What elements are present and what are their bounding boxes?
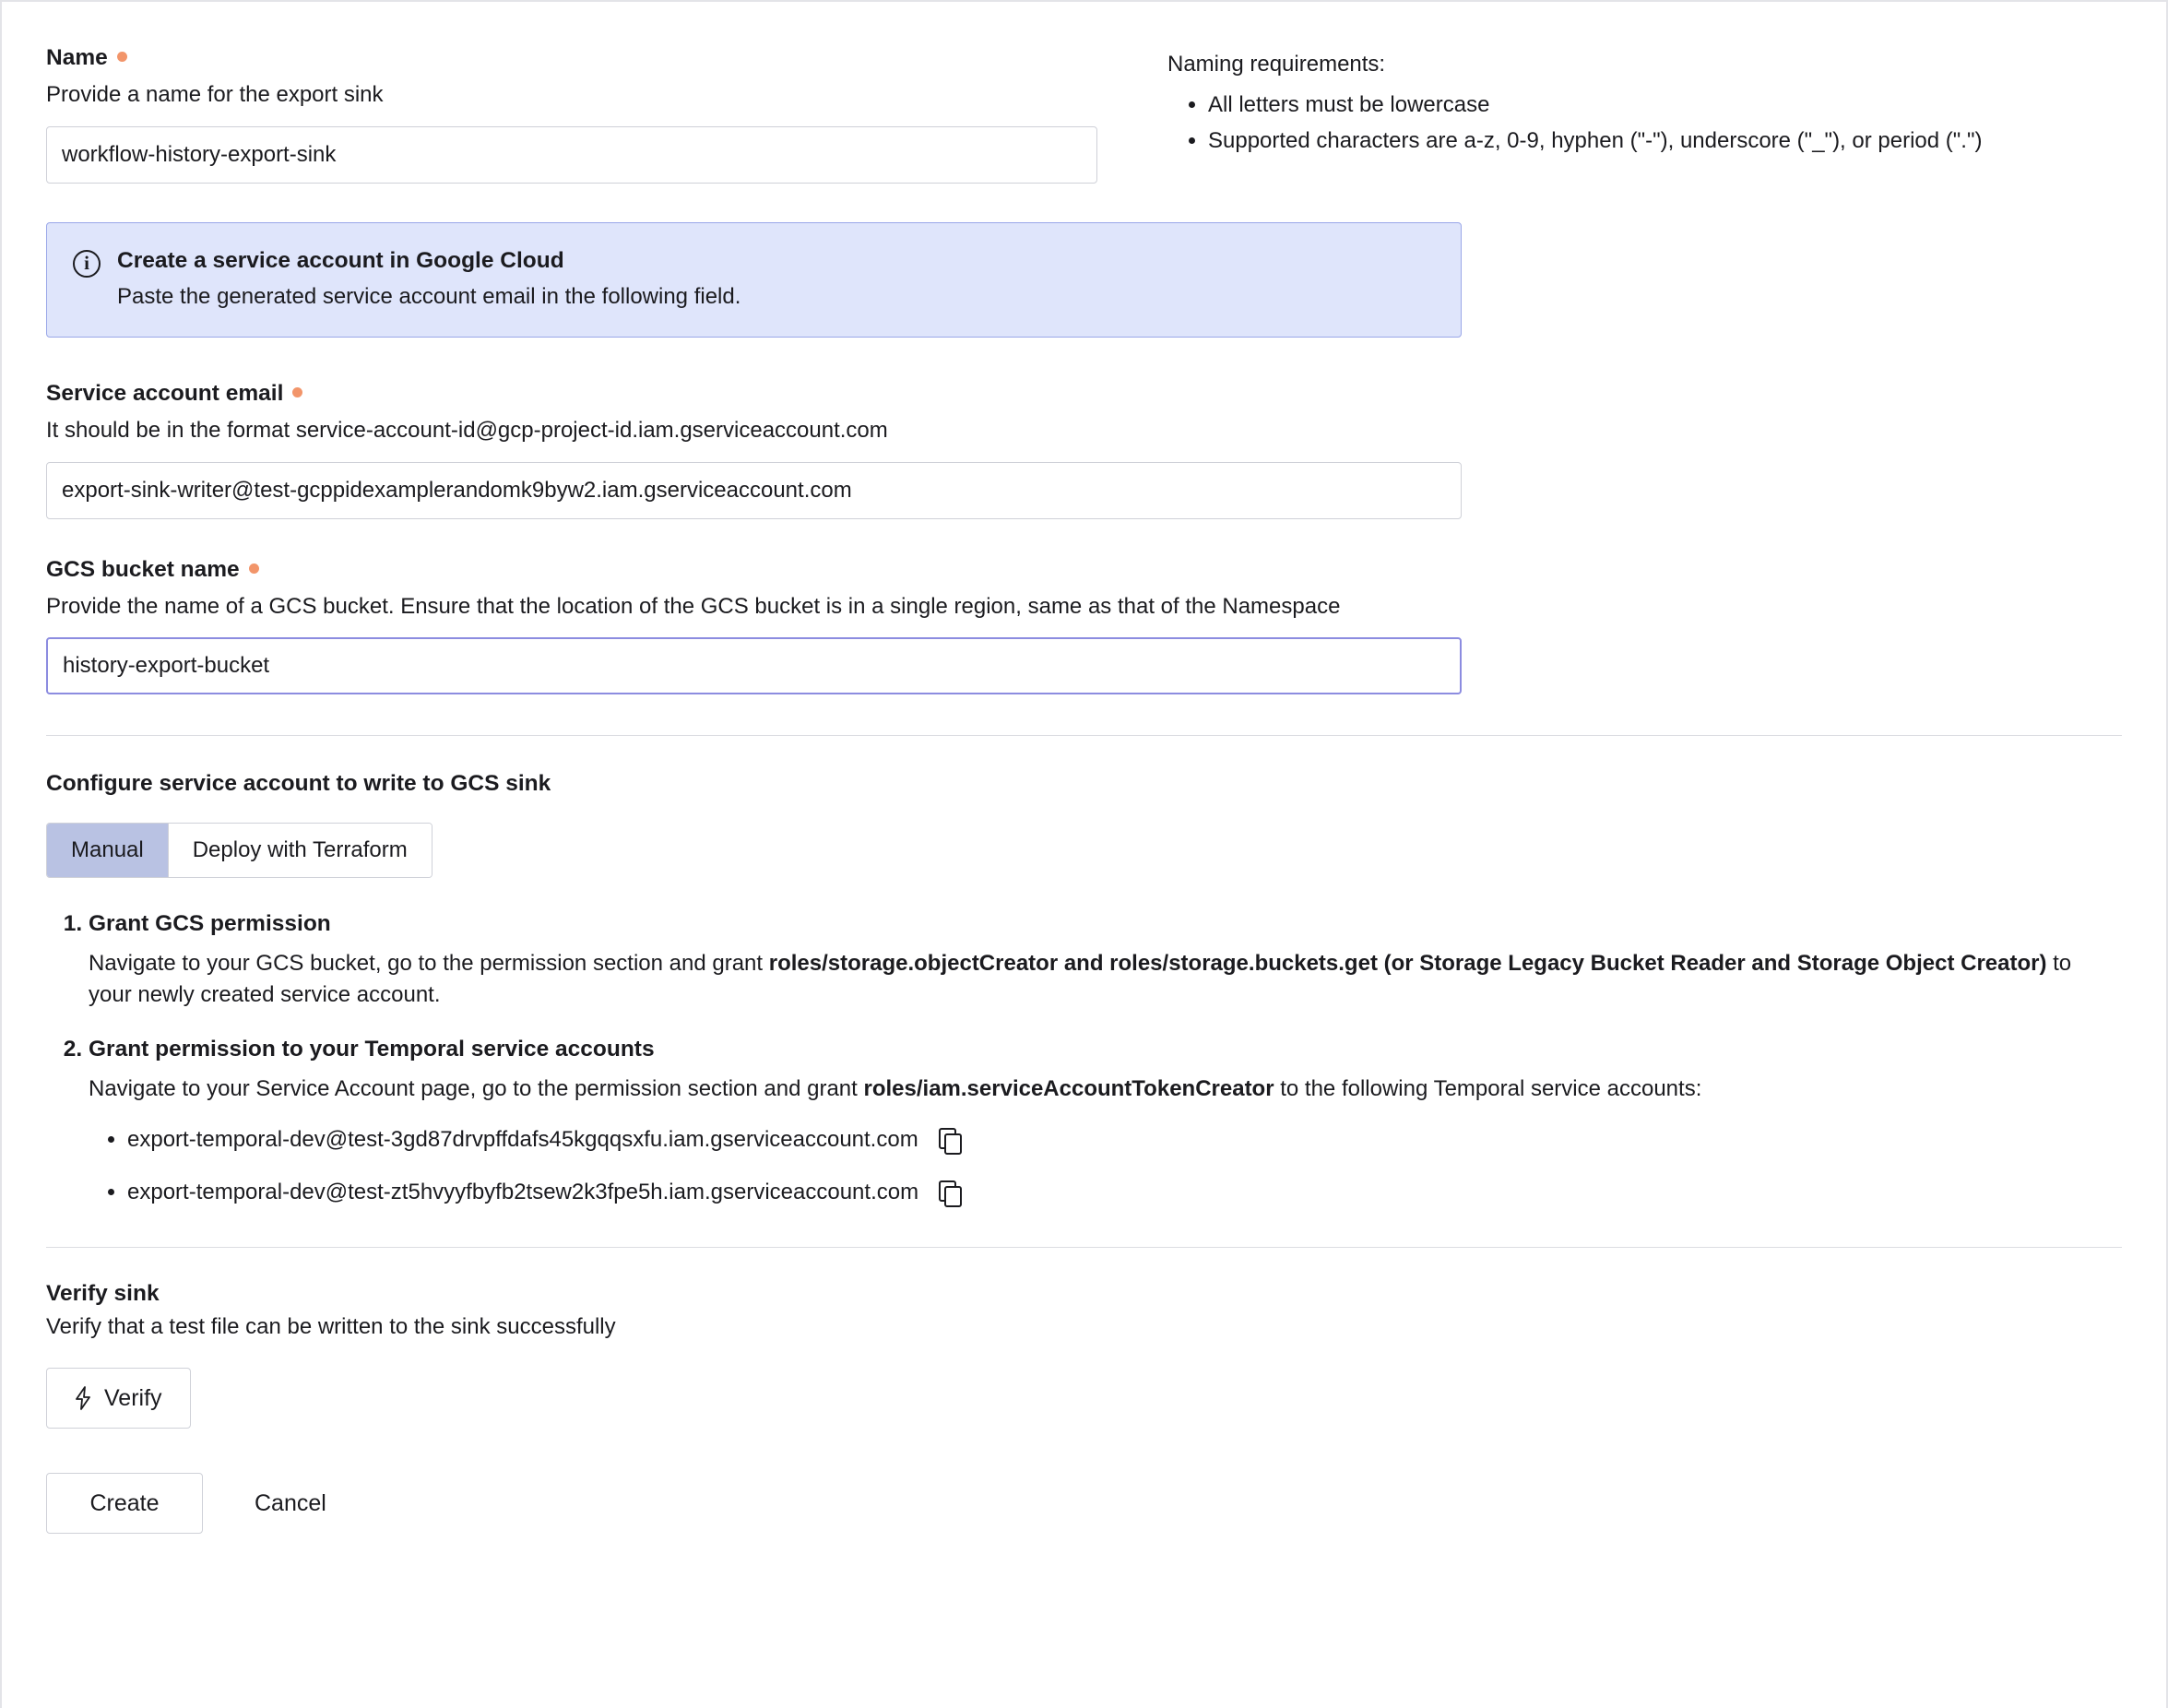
step-body-pre: Navigate to your GCS bucket, go to the permission section and grant <box>89 950 769 976</box>
service-account-row <box>127 1178 959 1206</box>
verify-button[interactable] <box>46 1368 191 1429</box>
verify-section-title: Verify sink <box>46 1281 160 1307</box>
service-account-row <box>127 1125 959 1154</box>
form-actions <box>46 1473 2122 1552</box>
step-title: Grant permission to your Temporal service accounts <box>89 1037 655 1062</box>
gcs-bucket-name-input[interactable] <box>46 637 1462 694</box>
required-dot-icon <box>292 387 302 397</box>
callout-text-group <box>117 247 740 311</box>
list-item <box>127 1178 2122 1206</box>
service-account-email: • export-temporal-dev@test-zt5hvyyfbyfb2tsew2k3fpe5h.iam.gserviceaccount.com <box>127 1180 919 1205</box>
bucket-field-group <box>46 556 2122 695</box>
step-body-post: to your newly created service account. <box>89 950 2072 1008</box>
verify-help-text: Verify that a test file can be written to the sink successfully <box>46 1314 616 1340</box>
name-field-group <box>46 44 1116 184</box>
step-grant-gcs-permission <box>89 909 2122 1011</box>
bucket-help-text: Provide the name of a GCS bucket. Ensure that the location of the GCS bucket is in a single region, same as that of the Namespace <box>46 593 1341 619</box>
spacer <box>46 519 2122 556</box>
create-button[interactable] <box>46 1473 203 1534</box>
callout-title: Create a service account in Google Cloud <box>117 247 564 273</box>
service-account-help-text: It should be in the format service-account-id@gcp-project-id.iam.gserviceaccount.com <box>46 418 888 444</box>
copy-icon[interactable] <box>939 1128 959 1152</box>
required-dot-icon <box>249 563 259 574</box>
configure-section-title: Configure service account to write to GCS sink <box>46 771 551 797</box>
service-account-callout <box>46 222 1462 338</box>
spacer <box>46 338 2122 380</box>
step-body-post: to the following Temporal service accounts: <box>1274 1075 1702 1101</box>
cancel-button-label: Cancel <box>255 1489 326 1516</box>
name-section <box>46 44 2122 184</box>
info-icon <box>73 250 101 278</box>
tab-deploy-with-terraform[interactable]: Deploy with Terraform <box>168 824 432 877</box>
form-content <box>2 2 2166 1552</box>
create-button-label: Create <box>89 1489 160 1516</box>
step-body-pre: Navigate to your Service Account page, go to the permission section and grant <box>89 1075 864 1101</box>
divider <box>46 1247 2122 1248</box>
bucket-label <box>46 556 2122 583</box>
bucket-label-text: GCS bucket name <box>46 556 240 582</box>
list-item: • Supported characters are a-z, 0-9, hyphen ("-"), underscore ("_"), or period (".") <box>1208 125 2122 158</box>
configure-tabs <box>46 823 432 878</box>
naming-requirements <box>1116 44 2122 184</box>
list-item: • All letters must be lowercase <box>1208 89 2122 122</box>
name-help-text: Provide a name for the export sink <box>46 82 384 108</box>
cancel-button[interactable] <box>227 1473 354 1534</box>
tab-manual[interactable]: Manual <box>47 824 168 877</box>
step-grant-temporal-permission <box>89 1035 2122 1206</box>
step-body <box>89 1073 2099 1105</box>
divider <box>46 735 2122 736</box>
service-account-label-text: Service account email <box>46 380 284 406</box>
list-item <box>127 1125 2122 1154</box>
name-label-text: Name <box>46 45 108 70</box>
service-account-email-input[interactable] <box>46 462 1462 519</box>
step-body-bold: roles/iam.serviceAccountTokenCreator <box>863 1075 1274 1101</box>
copy-icon[interactable] <box>939 1180 959 1204</box>
step-body <box>89 948 2099 1011</box>
required-dot-icon <box>117 52 127 62</box>
bolt-icon <box>75 1386 91 1410</box>
step-body-bold: roles/storage.objectCreator and roles/storage.buckets.get (or Storage Legacy Bucket Reader and Storage Object Creator) <box>768 950 2047 976</box>
service-account-label <box>46 380 2122 407</box>
naming-requirements-title: Naming requirements: <box>1167 52 1386 77</box>
verify-button-label: Verify <box>104 1384 162 1411</box>
naming-rules-list <box>1167 89 2122 158</box>
name-label <box>46 44 1116 71</box>
configure-steps-list <box>46 909 2122 1206</box>
temporal-service-accounts-list <box>89 1125 2122 1206</box>
service-account-email: • export-temporal-dev@test-3gd87drvpffdafs45kgqqsxfu.iam.gserviceaccount.com <box>127 1127 918 1153</box>
callout-body: Paste the generated service account email in the following field. <box>117 283 741 309</box>
service-account-field-group <box>46 380 2122 519</box>
name-input[interactable] <box>46 126 1097 184</box>
step-title: Grant GCS permission <box>89 911 331 937</box>
